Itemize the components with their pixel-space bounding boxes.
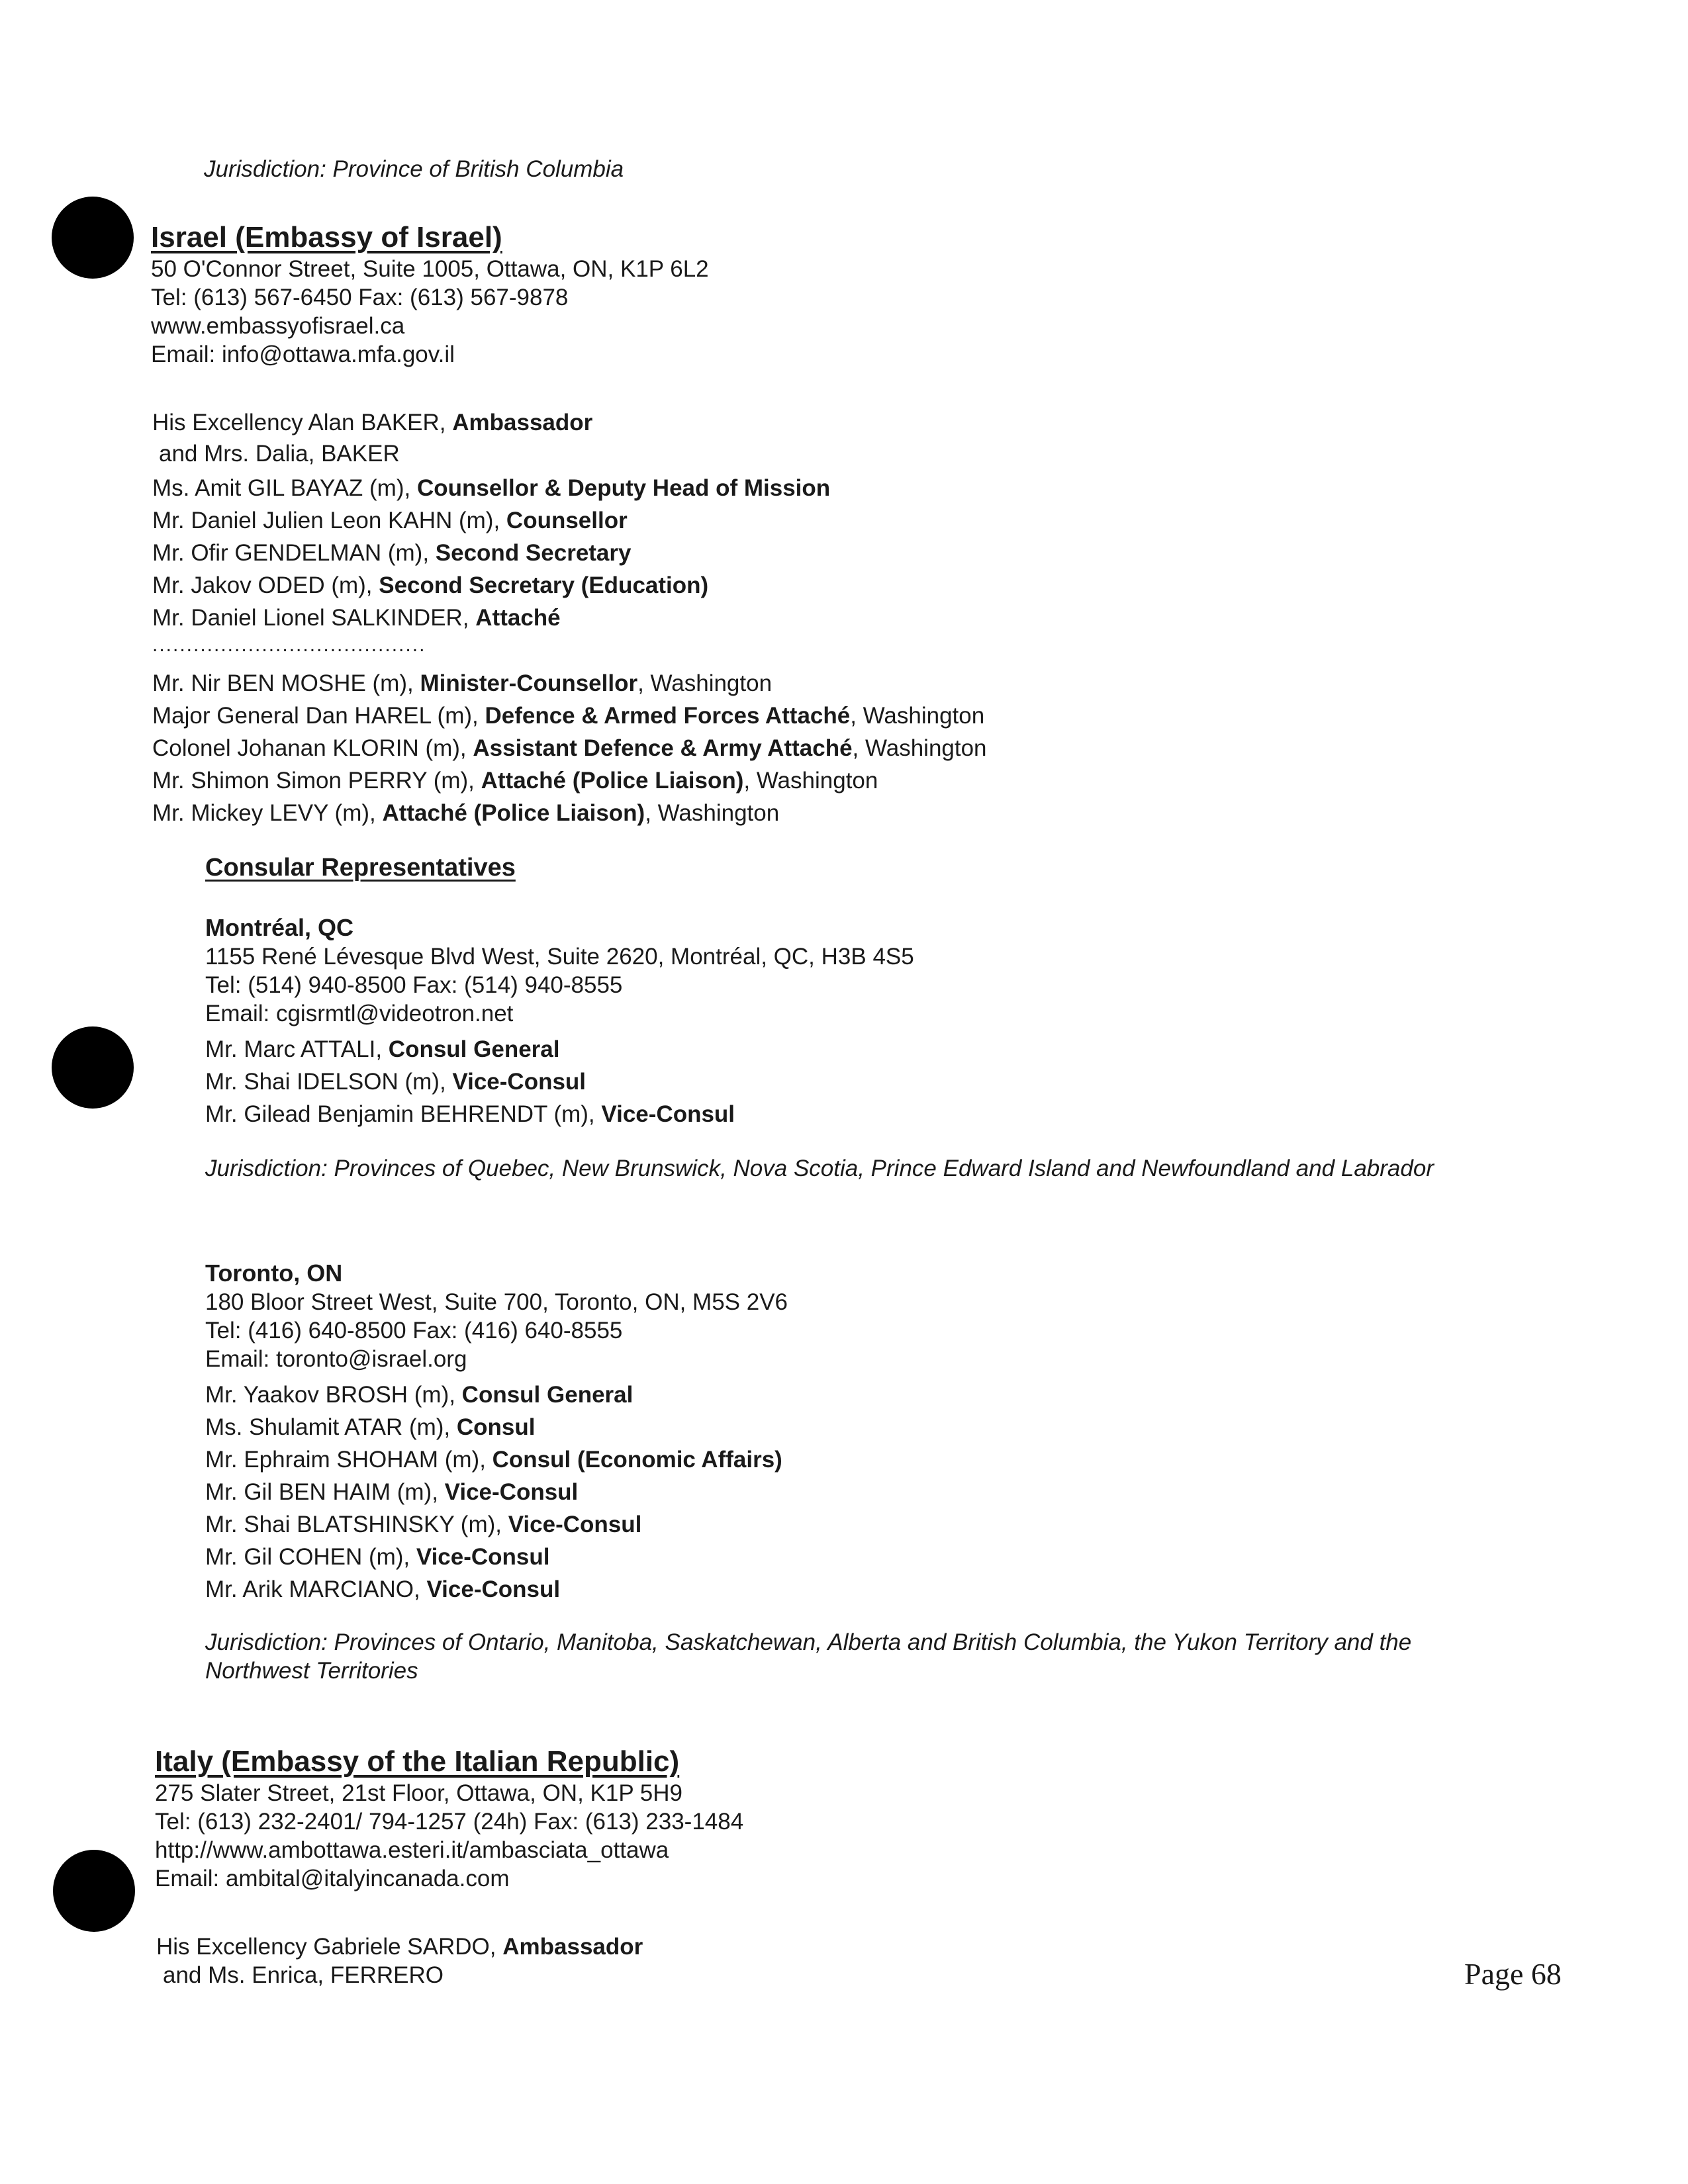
israel-staff-block — [152, 406, 987, 829]
toronto-address: 180 Bloor Street West, Suite 700, Toronto, ON, M5S 2V6 — [205, 1289, 788, 1315]
israel-heading: Israel (Embassy of Israel) — [151, 221, 502, 253]
staff-row: Mr. Ephraim SHOHAM (m), Consul (Economic Affairs) — [205, 1447, 782, 1473]
staff-row: Mr. Yaakov BROSH (m), Consul General — [205, 1382, 633, 1408]
montreal-city: Montréal, QC — [205, 914, 354, 941]
toronto-email: Email: toronto@israel.org — [205, 1346, 467, 1372]
staff-row: Mr. Ofir GENDELMAN (m), Second Secretary — [152, 540, 632, 566]
toronto-tel: Tel: (416) 640-8500 Fax: (416) 640-8555 — [205, 1318, 623, 1343]
staff-row: Mr. Gil COHEN (m), Vice-Consul — [205, 1544, 550, 1570]
punch-hole-top — [52, 197, 134, 279]
israel-spouse: and Mrs. Dalia, BAKER — [159, 441, 400, 467]
staff-row: Mr. Arik MARCIANO, Vice-Consul — [205, 1576, 561, 1602]
toronto-city: Toronto, ON — [205, 1259, 343, 1287]
montreal-consulate-block — [205, 913, 1434, 1183]
washington-staff-row: Mr. Shimon Simon PERRY (m), Attaché (Police Liaison), Washington — [152, 768, 878, 794]
israel-washington-staff-list — [152, 667, 987, 829]
top-jurisdiction-block — [204, 155, 624, 183]
italy-spouse: and Ms. Enrica, FERRERO — [163, 1962, 444, 1988]
italy-ambassador: His Excellency Gabriele SARDO, Ambassador — [156, 1934, 643, 1960]
consular-heading: Consular Representatives — [205, 854, 516, 882]
staff-row: Mr. Gilead Benjamin BEHRENDT (m), Vice-Consul — [205, 1101, 735, 1127]
israel-tel: Tel: (613) 567-6450 Fax: (613) 567-9878 — [151, 285, 569, 310]
staff-separator: ........................................ — [152, 634, 426, 656]
italy-tel: Tel: (613) 232-2401/ 794-1257 (24h) Fax: (613) 233-1484 — [155, 1809, 744, 1835]
israel-ambassador: His Excellency Alan BAKER, Ambassador — [152, 410, 593, 435]
staff-row: Mr. Daniel Lionel SALKINDER, Attaché — [152, 605, 561, 631]
staff-row: Ms. Amit GIL BAYAZ (m), Counsellor & Deputy Head of Mission — [152, 475, 831, 501]
staff-row: Mr. Shai IDELSON (m), Vice-Consul — [205, 1069, 586, 1095]
staff-row: Mr. Shai BLATSHINSKY (m), Vice-Consul — [205, 1512, 642, 1537]
toronto-staff-list — [205, 1379, 1411, 1606]
italy-embassy-block — [155, 1745, 743, 1893]
israel-staff-list — [152, 472, 987, 634]
italy-staff-block — [156, 1933, 643, 1989]
toronto-consulate-block — [205, 1259, 1411, 1685]
israel-address: 50 O'Connor Street, Suite 1005, Ottawa, ON, K1P 6L2 — [151, 256, 709, 282]
washington-staff-row: Mr. Nir BEN MOSHE (m), Minister-Counsellor, Washington — [152, 670, 773, 696]
montreal-email: Email: cgisrmtl@videotron.net — [205, 1001, 514, 1026]
top-jurisdiction-text: Jurisdiction: Province of British Columbia — [204, 156, 624, 182]
israel-web: www.embassyofisrael.ca — [151, 313, 405, 339]
montreal-jurisdiction: Jurisdiction: Provinces of Quebec, New Brunswick, Nova Scotia, Prince Edward Island and Newfoundland and Labrador — [205, 1156, 1434, 1181]
israel-email: Email: info@ottawa.mfa.gov.il — [151, 341, 455, 367]
italy-address: 275 Slater Street, 21st Floor, Ottawa, ON, K1P 5H9 — [155, 1780, 682, 1806]
toronto-jurisdiction-line1: Jurisdiction: Provinces of Ontario, Manitoba, Saskatchewan, Alberta and British Columbia, the Yukon Territory and the — [205, 1629, 1412, 1655]
italy-email: Email: ambital@italyincanada.com — [155, 1866, 510, 1891]
italy-heading: Italy (Embassy of the Italian Republic) — [155, 1745, 680, 1778]
toronto-jurisdiction-line2: Northwest Territories — [205, 1658, 418, 1684]
punch-hole-middle — [52, 1026, 134, 1109]
italy-web: http://www.ambottawa.esteri.it/ambasciata_ottawa — [155, 1837, 669, 1863]
washington-staff-row: Colonel Johanan KLORIN (m), Assistant Defence & Army Attaché, Washington — [152, 735, 987, 761]
staff-row: Mr. Jakov ODED (m), Second Secretary (Education) — [152, 572, 709, 598]
washington-staff-row: Mr. Mickey LEVY (m), Attaché (Police Liaison), Washington — [152, 800, 780, 826]
staff-row: Ms. Shulamit ATAR (m), Consul — [205, 1414, 536, 1440]
page-number: Page 68 — [1464, 1957, 1562, 1991]
israel-embassy-block — [151, 220, 709, 369]
staff-row: Mr. Daniel Julien Leon KAHN (m), Counsellor — [152, 508, 628, 533]
punch-hole-bottom — [53, 1850, 135, 1932]
staff-row: Mr. Gil BEN HAIM (m), Vice-Consul — [205, 1479, 579, 1505]
montreal-address: 1155 René Lévesque Blvd West, Suite 2620, Montréal, QC, H3B 4S5 — [205, 944, 914, 970]
montreal-staff-list — [205, 1033, 1434, 1130]
washington-staff-row: Major General Dan HAREL (m), Defence & Armed Forces Attaché, Washington — [152, 703, 985, 729]
montreal-tel: Tel: (514) 940-8500 Fax: (514) 940-8555 — [205, 972, 623, 998]
consular-heading-block — [205, 852, 516, 883]
staff-row: Mr. Marc ATTALI, Consul General — [205, 1036, 560, 1062]
